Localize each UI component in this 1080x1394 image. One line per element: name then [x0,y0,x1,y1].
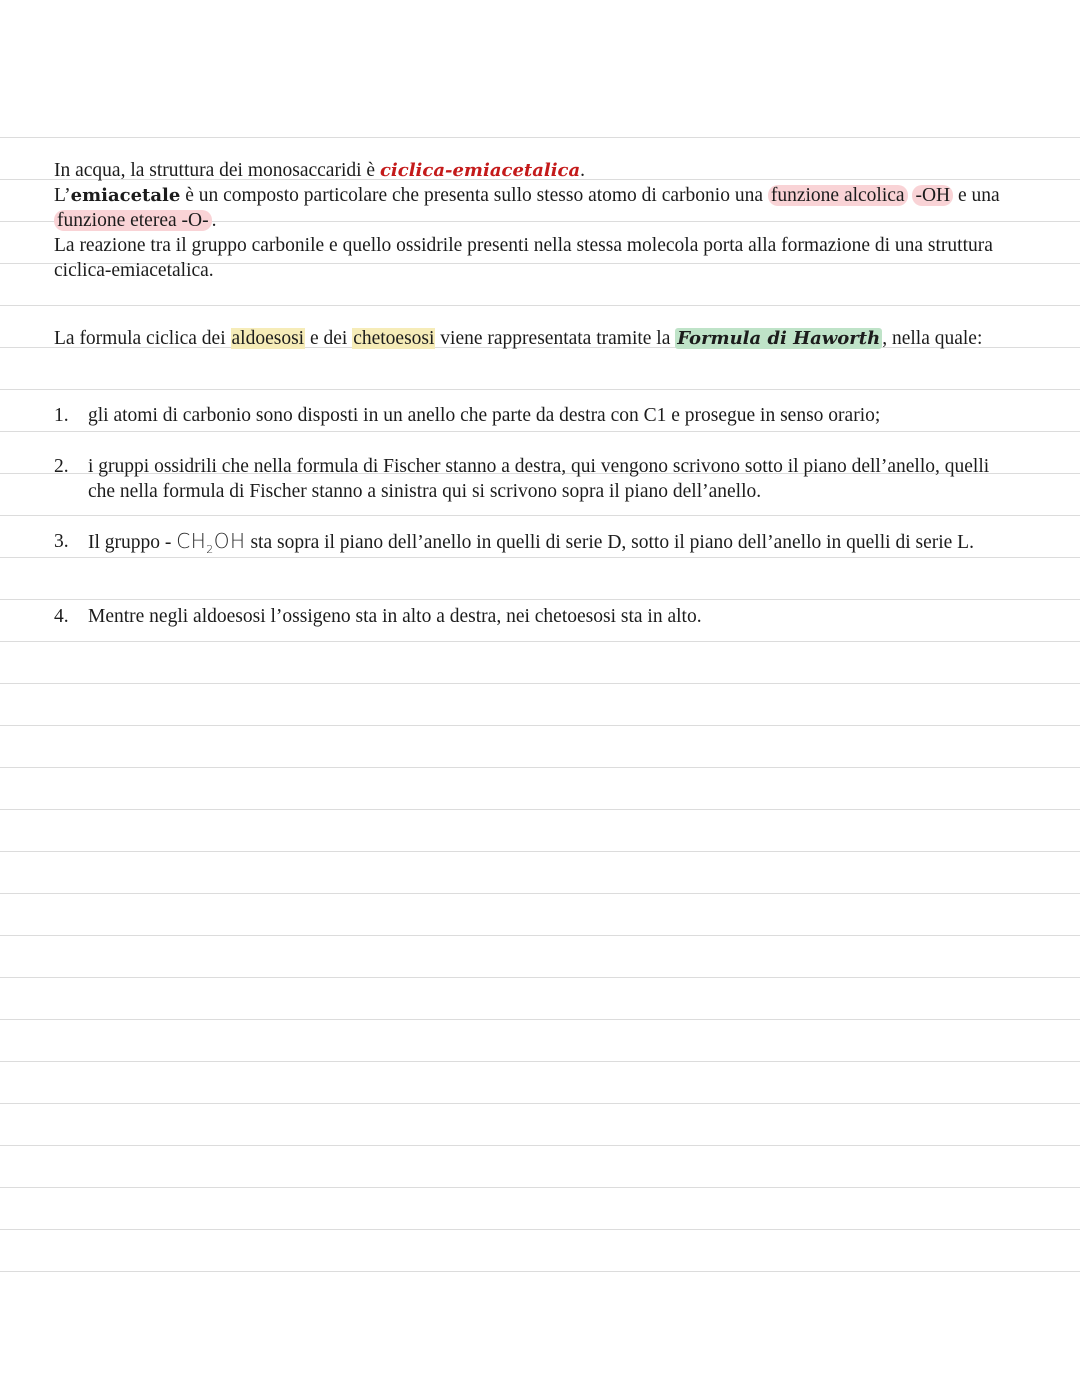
ruled-line [0,1271,1080,1272]
reaction-text: La reazione tra il gruppo carbonile e quello ossidrile presenti nella stessa molecola porta alla formazione di una struttura ciclica-emiacetalica. [54,235,993,281]
haworth-suffix: , nella quale: [882,328,983,349]
list-item [54,604,1014,629]
list-text: Mentre negli aldoesosi l’ossigeno sta in alto a destra, nei chetoesosi sta in alto. [88,606,702,627]
ketoses-highlight: chetoesosi [353,328,435,349]
intro-text: In acqua, la struttura dei monosaccaridi è [54,160,380,181]
hemiacetal-prefix: L’ [54,185,71,206]
list-text: gli atomi di carbonio sono disposti in un anello che parte da destra con C1 e prosegue in senso orario; [88,405,881,426]
hemiacetal-term: emiacetale [70,185,181,206]
ruled-line [0,893,1080,894]
list-number: 4. [54,606,69,627]
list-number: 2. [54,456,69,477]
oh-group-highlight: -OH [912,185,953,206]
intro-period: . [580,160,586,181]
intro-paragraph [54,158,1014,283]
ether-period: . [211,210,217,231]
group-prefix: Il gruppo - [88,532,177,553]
ruled-line [0,137,1080,138]
ruled-line [0,599,1080,600]
list-text [88,529,1014,562]
ruled-line [0,725,1080,726]
ruled-line [0,1229,1080,1230]
and-text: e una [953,185,1000,206]
ruled-line [0,809,1080,810]
ether-function-highlight: funzione eterea -O- [54,210,212,231]
list-item [54,529,1014,562]
hemiacetal-definition: è un composto particolare che presenta sullo stesso atomo di carbonio una [180,185,768,206]
ruled-line [0,515,1080,516]
alcohol-function-highlight: funzione alcolica [768,185,908,206]
aldoses-highlight: aldoesosi [231,328,305,349]
ruled-line [0,683,1080,684]
haworth-formula-highlight: Formula di Haworth [677,328,881,349]
formula-subscript: 2 [206,543,214,556]
list-item [54,454,1014,504]
ruled-line [0,1103,1080,1104]
group-suffix: sta sopra il piano dell’anello in quelli di serie D, sotto il piano dell’anello in quelli di serie L. [245,532,974,553]
list-number: 3. [54,531,69,552]
ruled-line [0,935,1080,936]
list-item [54,403,1014,428]
ruled-line [0,1061,1080,1062]
ch2oh-formula [176,529,246,556]
haworth-middle: e dei [305,328,353,349]
list-text: i gruppi ossidrili che nella formula di Fischer stanno a destra, qui vengono scrivono sotto il piano dell’anello, quelli che nella formula di Fischer stanno a sinistra qui si scrivono sopra il piano dell’anello. [88,456,990,502]
ruled-line [0,1145,1080,1146]
paragraph-gap [54,283,1014,326]
ruled-line [0,977,1080,978]
ruled-line [0,1187,1080,1188]
ruled-line [0,851,1080,852]
formula-ch: CH [176,529,207,553]
ruled-line [0,641,1080,642]
note-body [54,158,1014,351]
haworth-middle-2: viene rappresentata tramite la [435,328,676,349]
cyclic-hemiacetal-term: ciclica-emiacetalica [379,160,581,181]
ruled-line [0,431,1080,432]
haworth-intro: La formula ciclica dei [54,328,231,349]
formula-oh: OH [213,529,246,553]
ruled-line [0,389,1080,390]
ruled-line [0,767,1080,768]
haworth-paragraph [54,326,1014,351]
ruled-line [0,1019,1080,1020]
list-number: 1. [54,405,69,426]
